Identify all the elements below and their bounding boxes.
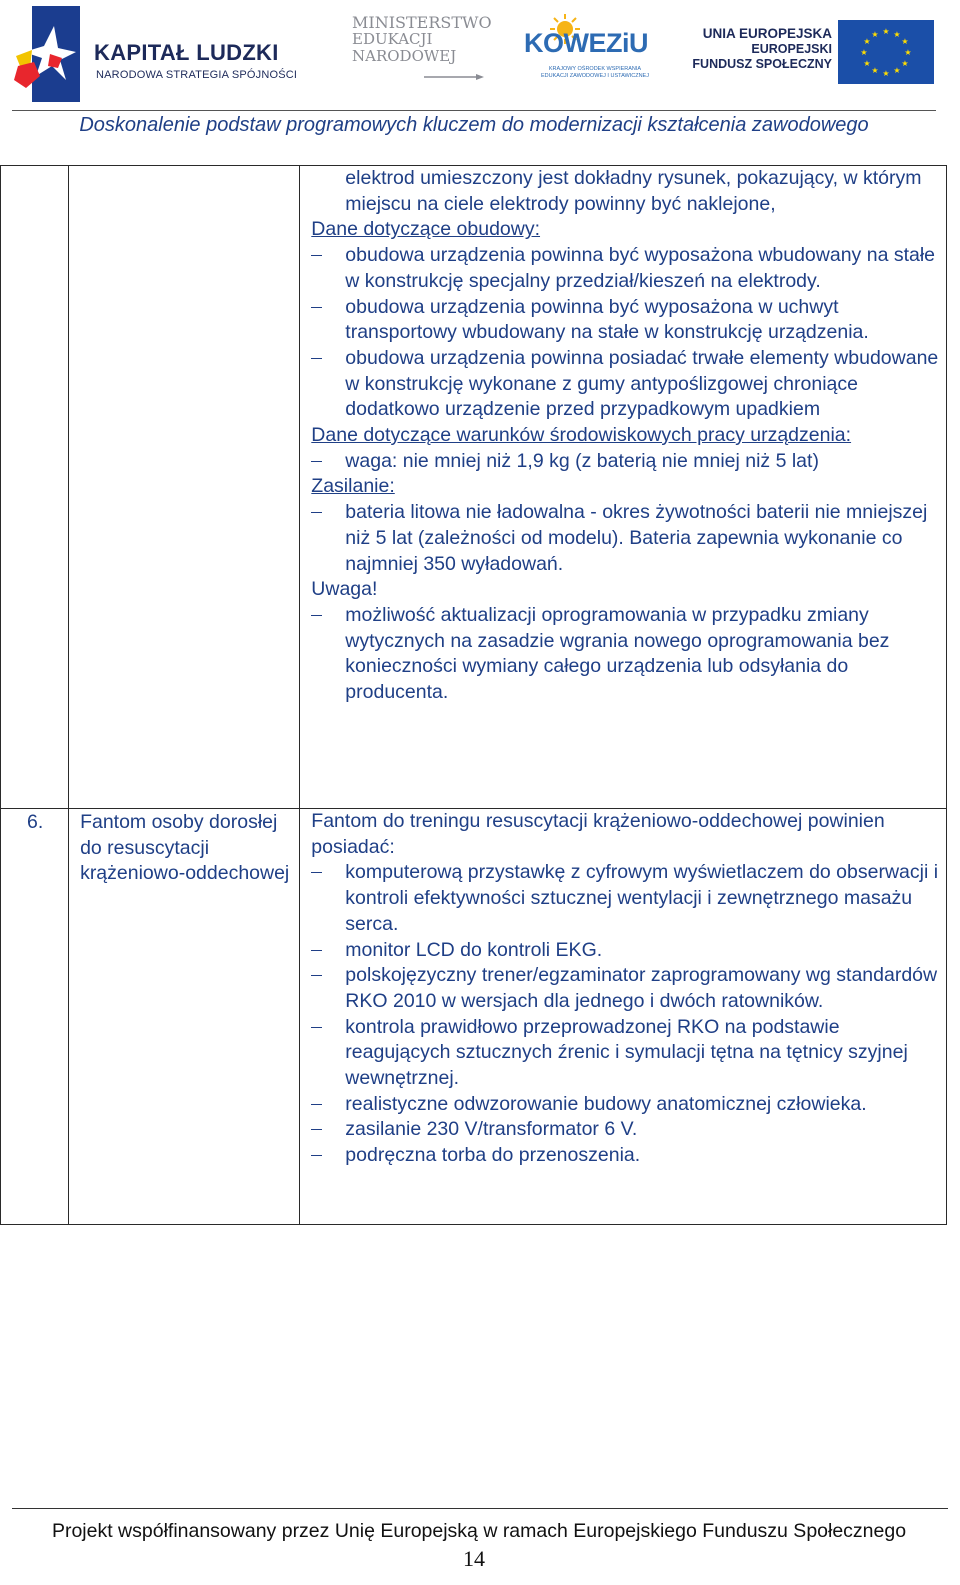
cell-description	[300, 809, 947, 1225]
koweziu-logo	[520, 12, 660, 92]
list-item-text: obudowa urządzenia powinna być wyposażona wbudowany na stałe w konstrukcję specjalny przedział/kieszeń na elektrody.	[345, 244, 936, 292]
list-item-text: kontrola prawidłowo przeprowadzonej RKO na podstawie reagujących sztucznych źrenic i symulacji tętna na tętnicy szyjnej wewnętrznej.	[345, 1015, 908, 1090]
item-name	[69, 166, 299, 167]
item-number	[1, 166, 68, 167]
item-number: 6.	[27, 811, 44, 833]
koweziu-tagline: KRAJOWY OŚRODEK WSPIERANIA EDUKACJI ZAWODOWEJ I USTAWICZNEJ	[541, 66, 649, 79]
power-list	[311, 500, 946, 577]
svg-text:★: ★	[901, 59, 909, 68]
list-item-text: komputerową przystawkę z cyfrowym wyświetlaczem do obserwacji i kontroli efektywności sztucznej wentylacji i zewnętrznego masażu serca.	[345, 861, 939, 935]
equipment-spec-table	[0, 165, 947, 1225]
list-item	[311, 860, 946, 937]
kapital-ludzki-title: KAPITAŁ LUDZKI	[94, 40, 279, 65]
section-heading: Dane dotyczące warunków środowiskowych pracy urządzenia:	[311, 424, 852, 447]
dash-bullet-icon	[311, 307, 322, 308]
eu-logo-text	[692, 26, 832, 72]
feature-list	[311, 860, 946, 1168]
men-line-1: MINISTERSTWO	[352, 13, 492, 32]
eu-line-2: EUROPEJSKI	[751, 42, 832, 56]
svg-text:★: ★	[860, 48, 868, 57]
dash-bullet-icon	[311, 872, 322, 873]
header-logo-bar	[0, 0, 960, 110]
list-item	[311, 1117, 946, 1143]
kapital-ludzki-star-icon	[10, 4, 90, 104]
header-motto: Doskonalenie podstaw programowych kluczem do modernizacji kształcenia zawodowego	[79, 114, 869, 136]
section-heading: Dane dotyczące obudowy:	[311, 218, 541, 241]
cell-number	[1, 809, 69, 1225]
list-item-text: zasilanie 230 V/transformator 6 V.	[345, 1118, 638, 1141]
list-item	[311, 603, 946, 706]
svg-text:★: ★	[904, 48, 912, 57]
cell-number	[1, 166, 69, 809]
svg-text:★: ★	[863, 37, 871, 46]
table-row	[1, 166, 947, 809]
list-item-text: waga: nie mniej niż 1,9 kg (z baterią nie mniej niż 5 lat)	[345, 449, 819, 472]
svg-text:★: ★	[893, 30, 901, 39]
svg-text:★: ★	[893, 66, 901, 75]
list-item-text: monitor LCD do kontroli EKG.	[345, 938, 603, 961]
table-row	[1, 809, 947, 1225]
footer-divider	[12, 1508, 948, 1509]
dash-bullet-icon	[311, 358, 322, 359]
list-item	[311, 1092, 946, 1118]
svg-text:★: ★	[871, 30, 879, 39]
environment-list	[311, 449, 946, 475]
kapital-ludzki-subtitle: NARODOWA STRATEGIA SPÓJNOŚCI	[96, 69, 298, 81]
svg-text:★: ★	[871, 66, 879, 75]
cell-description	[300, 166, 947, 809]
list-item	[311, 346, 946, 423]
ministry-of-education-logo	[352, 14, 512, 84]
list-item-text: podręczna torba do przenoszenia.	[345, 1144, 641, 1167]
dash-bullet-icon	[311, 615, 322, 616]
cell-name	[69, 809, 300, 1225]
pen-icon	[424, 72, 484, 82]
svg-text:★: ★	[882, 27, 890, 36]
men-line-3: NARODOWEJ	[352, 47, 457, 65]
cell-name	[69, 166, 300, 809]
dash-bullet-icon	[311, 1027, 322, 1028]
eu-line-3: FUNDUSZ SPOŁECZNY	[692, 57, 832, 71]
note-list	[311, 603, 946, 706]
item-description	[300, 809, 946, 1169]
dash-bullet-icon	[311, 1129, 322, 1130]
koweziu-wordmark: KOWEZiU	[524, 28, 648, 58]
section-heading: Zasilanie:	[311, 475, 395, 498]
header-divider	[12, 110, 936, 111]
item-intro: Fantom do treningu resuscytacji krążeniowo-oddechowej powinien posiadać:	[311, 810, 885, 858]
men-line-2: EDUKACJI	[352, 30, 433, 48]
list-item-text: obudowa urządzenia powinna być wyposażona w uchwyt transportowy wbudowany na stałe w konstrukcję urządzenia.	[345, 295, 869, 344]
list-item	[311, 1143, 946, 1169]
list-item	[311, 449, 946, 475]
item-description	[300, 166, 946, 706]
dash-bullet-icon	[311, 1155, 322, 1156]
svg-text:★: ★	[882, 69, 890, 78]
dash-bullet-icon	[311, 1104, 322, 1105]
section-heading: Uwaga!	[311, 578, 378, 601]
list-item-text: polskojęzyczny trener/egzaminator zaprogramowany wg standardów RKO 2010 w wersjach dla jednego i dwóch ratowników.	[345, 964, 938, 1012]
list-lead	[311, 166, 946, 217]
dash-bullet-icon	[311, 512, 322, 513]
list-item	[311, 500, 946, 577]
list-item	[311, 295, 946, 346]
list-item: elektrod umieszczony jest dokładny rysunek, pokazujący, w którym miejscu na ciele elektrody powinny być naklejone,	[345, 167, 922, 215]
list-item-text: realistyczne odwzorowanie budowy anatomicznej człowieka.	[345, 1092, 867, 1115]
list-item	[311, 1015, 946, 1092]
list-item-text: obudowa urządzenia powinna posiadać trwałe elementy wbudowane w konstrukcję wykonane z gumy antypoślizgowej chroniące dodatkowo urządzenie przed przypadkowym upadkiem	[345, 346, 939, 421]
list-item	[311, 938, 946, 964]
dash-bullet-icon	[311, 461, 322, 462]
list-item-text: bateria litowa nie ładowalna - okres żywotności baterii nie mniejszej niż 5 lat (zależności od modelu). Bateria zapewnia wykonanie co najmniej 350 wyładowań.	[345, 501, 928, 575]
dash-bullet-icon	[311, 950, 322, 951]
footer-text: Projekt współfinansowany przez Unię Europejską w ramach Europejskiego Funduszu Społecznego	[51, 1520, 907, 1542]
eu-flag-icon	[838, 20, 934, 84]
housing-list	[311, 243, 946, 423]
dash-bullet-icon	[311, 975, 322, 976]
svg-text:★: ★	[901, 37, 909, 46]
kapital-ludzki-logo	[10, 4, 320, 104]
list-item	[311, 963, 946, 1014]
item-name: Fantom osoby dorosłej do resuscytacji krążeniowo-oddechowej	[80, 811, 290, 885]
list-item	[311, 243, 946, 294]
list-item-text: możliwość aktualizacji oprogramowania w przypadku zmiany wytycznych na zasadzie wgrania nowego oprogramowania bez konieczności wymiany całego urządzenia lub odsyłania do producenta.	[345, 603, 890, 704]
dash-bullet-icon	[311, 255, 322, 256]
page-number: 14	[463, 1546, 485, 1571]
svg-text:★: ★	[863, 59, 871, 68]
eu-line-1: UNIA EUROPEJSKA	[702, 26, 832, 41]
